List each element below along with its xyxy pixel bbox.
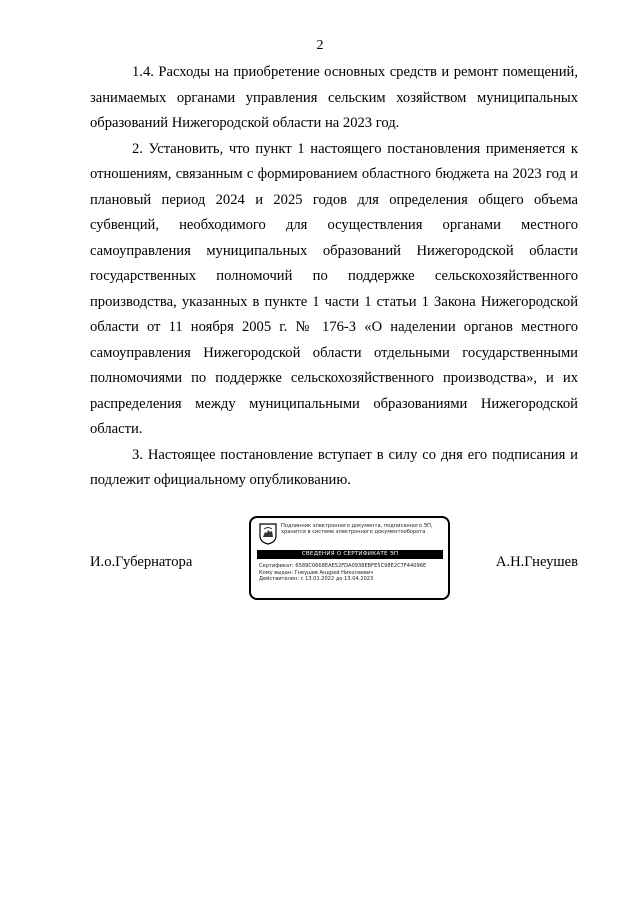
stamp-issued-to: Кому выдан: Гнеушев Андрей Николаевич [259,569,374,576]
e-signature-stamp [249,516,450,600]
document-body [90,60,578,494]
stamp-header-line-2: хранится в системе электронного документооборота [281,529,426,536]
stamp-certificate-details [259,563,447,583]
stamp-certificate-banner: СВЕДЕНИЯ О СЕРТИФИКАТЕ ЭП [257,550,443,559]
signer-name: А.Н.Гнеушев [495,554,578,570]
paragraph-3: 3. Настоящее постановление вступает в силу со дня его подписания и подлежит официальному опубликованию. [90,446,578,488]
stamp-certificate-number: Сертификат: 6589C0668EAE52FDA0938EBFE5C98E2C7F44096E [259,563,427,569]
page-number: 2 [316,38,324,53]
stamp-validity: Действителен: с 13.01.2022 до 13.04.2023 [259,576,374,583]
paragraph-2: 2. Установить, что пункт 1 настоящего постановления применяется к отношениям, связанным с формированием областного бюджета на 2023 год и плановый период 2024 и 2025 годов для определения общего объема субвенций, необходимого для осуществления органами местного самоуправления муниципальных образований Нижегородской области государственных полномочий по поддержке сельскохозяйственного производства, указанных в пункте 1 части 1 статьи 1 Закона Нижегородской области от 11 ноября 2005 г. № 176-З «О наделении органов местного самоуправления Нижегородской области отдельными государственными полномочиями по поддержке сельскохозяйственного производства», и их распределения между муниципальными образованиями Нижегородской области. [90,140,578,437]
stamp-header [281,523,447,536]
stamp-header-line-1: Подлинник электронного документа, подписанного ЭП, [281,523,433,529]
signer-title: И.о.Губернатора [90,554,193,570]
signature-block [90,516,578,608]
nizhny-novgorod-emblem-icon [259,523,277,545]
paragraph-1-4: 1.4. Расходы на приобретение основных средств и ремонт помещений, занимаемых органами управления сельским хозяйством муниципальных образований Нижегородской области на 2023 год. [90,64,578,131]
